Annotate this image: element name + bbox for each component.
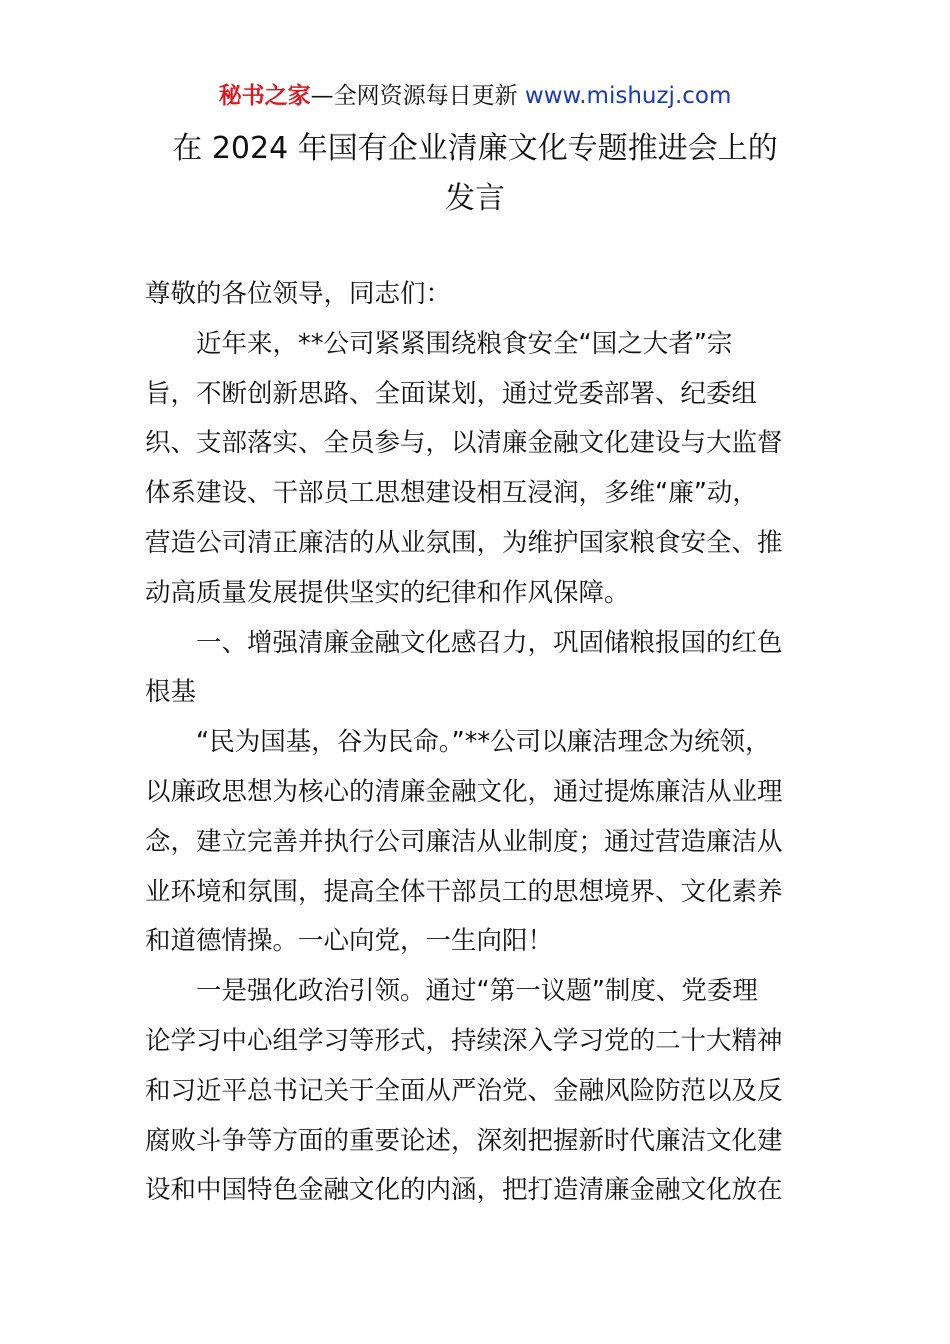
section-heading-line: 一、增强清廉金融文化感召力，巩固储粮报国的红色 bbox=[196, 627, 783, 658]
title-line-1: 在 2024 年国有企业清廉文化专题推进会上的 bbox=[172, 131, 778, 166]
paragraph-line: 一是强化政治引领。通过“第一议题”制度、党委理 bbox=[196, 976, 758, 1007]
document-body bbox=[145, 270, 810, 1216]
document-title bbox=[80, 124, 870, 224]
paragraph-line: 论学习中心组学习等形式，持续深入学习党的二十大精神 bbox=[145, 1025, 783, 1056]
paragraph-line: 体系建设、干部员工思想建设相互浸润，多维“廉”动， bbox=[145, 478, 758, 509]
paragraph-line: “民为国基，谷为民命。”**公司以廉洁理念为统领， bbox=[196, 727, 771, 758]
paragraph-line: 旨，不断创新思路、全面谋划，通过党委部署、纪委组 bbox=[145, 378, 758, 409]
paragraph-line: 织、支部落实、全员参与，以清廉金融文化建设与大监督 bbox=[145, 428, 783, 459]
paragraph-line: 腐败斗争等方面的重要论述，深刻把握新时代廉洁文化建 bbox=[145, 1125, 783, 1156]
paragraph-line: 念，建立完善并执行公司廉洁从业制度；通过营造廉洁从 bbox=[145, 826, 783, 857]
paragraph-line: 以廉政思想为核心的清廉金融文化，通过提炼廉洁从业理 bbox=[145, 776, 783, 807]
website-link[interactable]: www.mishuzj.com bbox=[524, 83, 732, 109]
paragraph-line: 业环境和氛围，提高全体干部员工的思想境界、文化素养 bbox=[145, 876, 783, 907]
paragraph-line: 和道德情操。一心向党，一生向阳！ bbox=[145, 926, 554, 957]
section-heading-line: 根基 bbox=[145, 677, 197, 708]
paragraph-line: 近年来，**公司紧紧围绕粮食安全“国之大者”宗 bbox=[196, 328, 733, 359]
paragraph-line: 动高质量发展提供坚实的纪律和作风保障。 bbox=[145, 577, 630, 608]
banner-tagline: —全网资源每日更新 bbox=[310, 83, 518, 109]
salutation: 尊敬的各位领导，同志们： bbox=[145, 279, 452, 309]
paragraph-line: 设和中国特色金融文化的内涵，把打造清廉金融文化放在 bbox=[145, 1175, 783, 1206]
paragraph-line: 和习近平总书记关于全面从严治党、金融风险防范以及反 bbox=[145, 1075, 783, 1106]
paragraph-line: 营造公司清正廉洁的从业氛围，为维护国家粮食安全、推 bbox=[145, 527, 783, 558]
header-banner bbox=[0, 80, 950, 112]
brand-name: 秘书之家 bbox=[218, 83, 311, 109]
title-line-2: 发言 bbox=[445, 181, 505, 216]
